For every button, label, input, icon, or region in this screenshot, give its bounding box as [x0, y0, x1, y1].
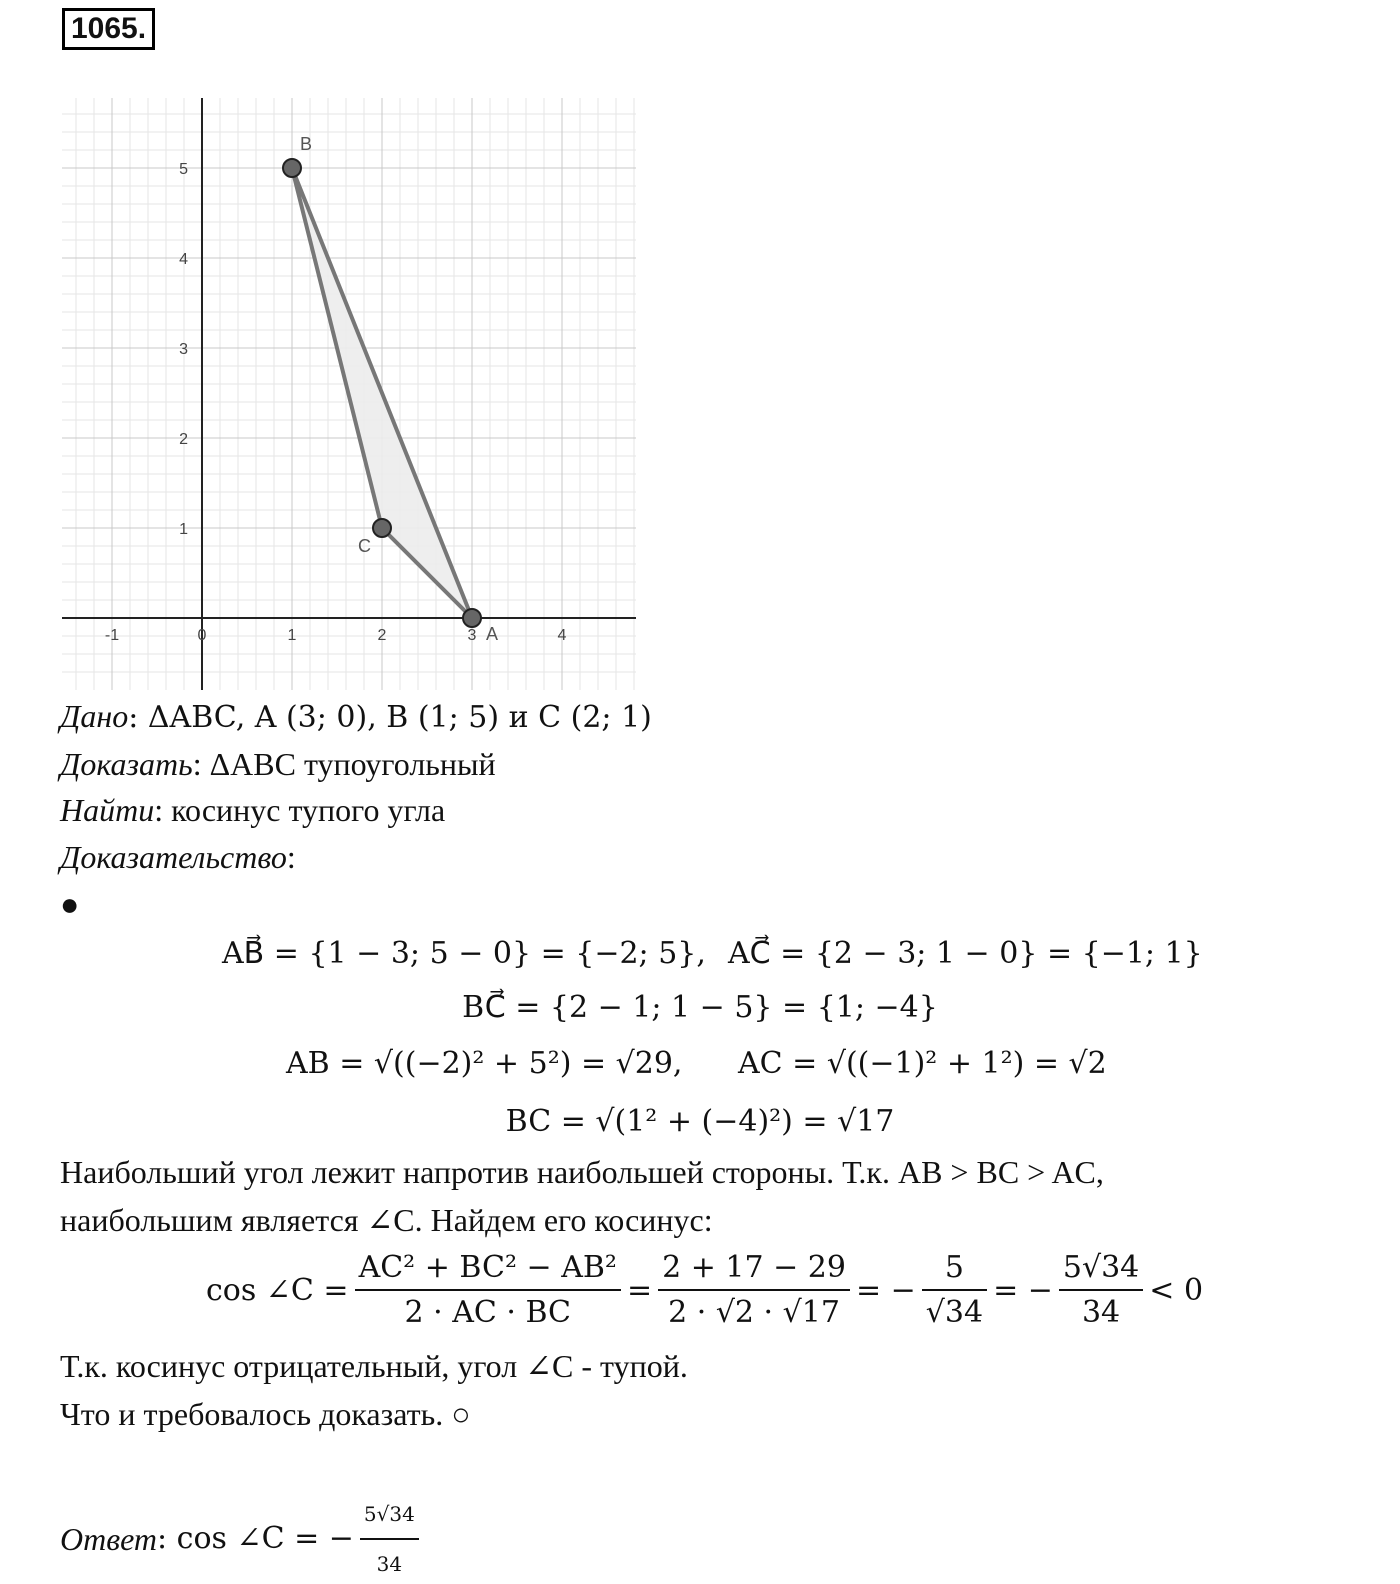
fraction-1 — [355, 1250, 621, 1330]
proof-line — [60, 837, 296, 877]
find-text: : косинус тупого угла — [154, 792, 446, 828]
x-tick-label: 0 — [197, 627, 207, 644]
answer-line — [60, 1494, 425, 1584]
fraction-4 — [1059, 1250, 1143, 1330]
length-ab-equation: AB = √((−2)² + 5²) = √29, — [286, 1046, 683, 1081]
x-tick-label: 2 — [377, 627, 387, 644]
conclusion-line: Т.к. косинус отрицательный, угол ∠C - тупой. — [60, 1348, 688, 1384]
point-label-a: A — [486, 624, 499, 644]
given-text: : ΔABC, A (3; 0), B (1; 5) и C (2; 1) — [128, 700, 652, 735]
cos-lhs: cos ∠C = — [206, 1272, 349, 1308]
problem-number: 1065. — [62, 8, 155, 50]
equals-1: = — [626, 1272, 653, 1308]
cosine-equation — [206, 1250, 1203, 1330]
explanation-line-2: наибольшим является ∠C. Найдем его косинус: — [60, 1202, 713, 1238]
fraction-1-numerator: AC² + BC² − AB² — [355, 1250, 621, 1291]
vector-bc-equation: BC⃗ = {2 − 1; 1 − 5} = {1; −4} — [462, 990, 938, 1025]
point-label-c: C — [358, 536, 371, 556]
coordinate-graph — [0, 0, 700, 700]
proof-colon: : — [286, 839, 296, 875]
proof-label: Доказательство — [60, 839, 287, 875]
prove-text: : ΔABC тупоугольный — [192, 746, 496, 782]
x-tick-label: 4 — [557, 627, 567, 644]
bullet: ● — [60, 886, 80, 922]
prove-label: Доказать — [60, 746, 193, 782]
less-than-zero: < 0 — [1149, 1272, 1204, 1308]
length-ac-equation: AC = √((−1)² + 1²) = √2 — [738, 1046, 1107, 1081]
answer-fraction — [360, 1494, 419, 1584]
point-b — [283, 159, 301, 177]
point-label-b: B — [300, 134, 313, 154]
fraction-3 — [922, 1250, 987, 1330]
explanation-line-1: Наибольший угол лежит напротив наибольшей стороны. Т.к. AB > BC > AC, — [60, 1154, 1104, 1190]
fraction-3-numerator: 5 — [922, 1250, 987, 1291]
fraction-2-numerator: 2 + 17 − 29 — [658, 1250, 850, 1291]
y-tick-label: 3 — [179, 341, 188, 358]
given-label: Дано — [60, 698, 129, 734]
y-tick-label: 1 — [179, 521, 188, 538]
equals-2: = − — [855, 1272, 916, 1308]
equals-3: = − — [993, 1272, 1053, 1308]
given-line — [60, 696, 652, 738]
fraction-2-denominator: 2 · √2 · √17 — [668, 1295, 840, 1330]
x-tick-label: -1 — [104, 627, 120, 644]
find-label: Найти — [60, 792, 155, 828]
answer-numerator: 5√34 — [360, 1494, 419, 1540]
point-c — [373, 519, 391, 537]
length-bc-equation: BC = √(1² + (−4)²) = √17 — [505, 1104, 895, 1139]
fraction-4-denominator: 34 — [1081, 1295, 1121, 1330]
vector-ac-equation: AC⃗ = {2 − 3; 1 − 0} = {−1; 1} — [728, 936, 1203, 971]
triangle-points — [283, 134, 498, 644]
y-tick-label: 5 — [179, 161, 188, 178]
prove-line — [60, 744, 496, 784]
fraction-4-numerator: 5√34 — [1059, 1250, 1143, 1291]
vector-ab-equation: AB⃗ = {1 − 3; 5 − 0} = {−2; 5}, — [222, 936, 706, 971]
y-tick-label: 2 — [179, 431, 188, 448]
find-line — [60, 790, 445, 830]
point-a — [463, 609, 481, 627]
fraction-1-denominator: 2 · AC · BC — [404, 1295, 571, 1330]
answer-denominator: 34 — [376, 1552, 403, 1576]
x-tick-label: 3 — [467, 627, 477, 644]
answer-text: : cos ∠C = − — [157, 1521, 354, 1556]
fraction-2 — [658, 1250, 850, 1330]
x-tick-label: 1 — [287, 627, 297, 644]
qed-line: Что и требовалось доказать. ○ — [60, 1396, 471, 1432]
y-tick-label: 4 — [179, 251, 188, 268]
fraction-3-denominator: √34 — [925, 1295, 984, 1330]
answer-label: Ответ — [60, 1521, 157, 1557]
